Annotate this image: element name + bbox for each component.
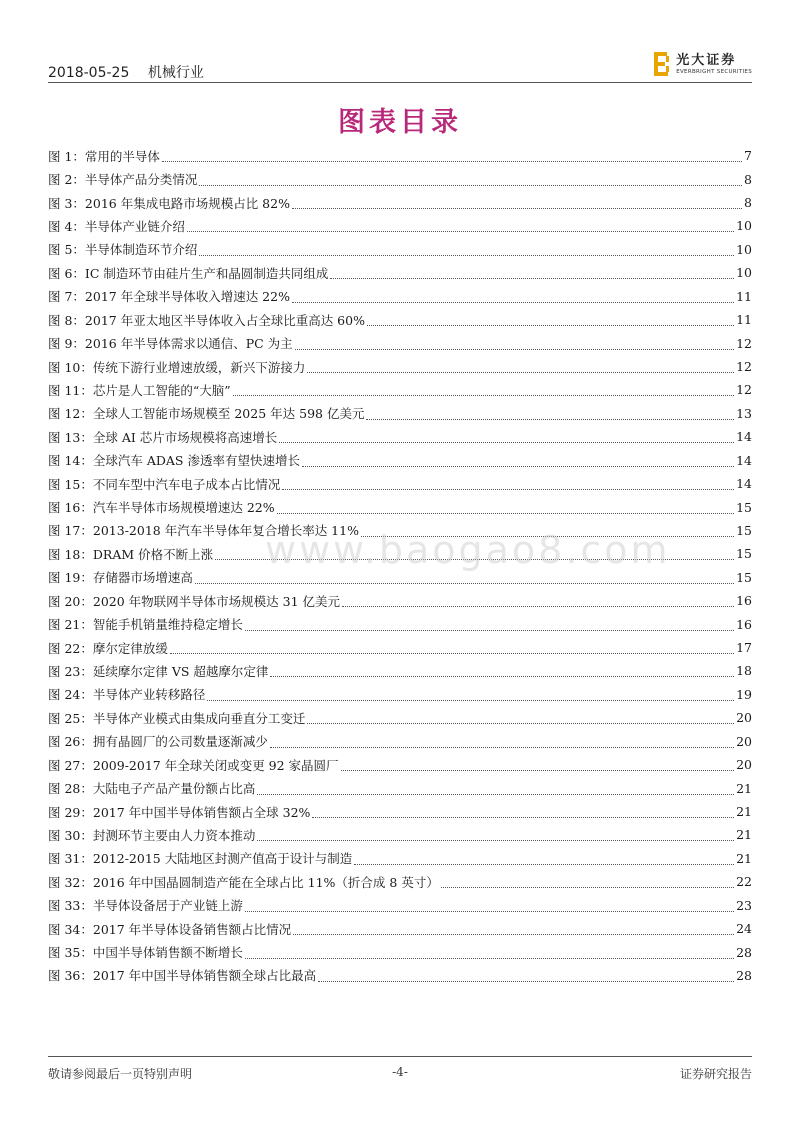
toc-leader-dots (312, 807, 734, 818)
toc-entry[interactable] (48, 940, 752, 963)
toc-leader-dots (367, 315, 734, 326)
toc-entry-page: 14 (736, 452, 752, 468)
toc-entry-label: 图 18：DRAM 价格不断上涨 (48, 546, 214, 562)
toc-leader-dots (257, 784, 734, 795)
toc-leader-dots (341, 760, 735, 771)
toc-entry-label: 图 12：全球人工智能市场规模至 2025 年达 598 亿美元 (48, 406, 365, 422)
toc-entry-page: 14 (736, 476, 752, 492)
toc-leader-dots (257, 830, 734, 841)
everbright-logo-icon (654, 52, 670, 76)
toc-entry[interactable] (48, 542, 752, 565)
toc-leader-dots (307, 713, 734, 724)
toc-entry-page: 28 (736, 944, 752, 960)
toc-entry[interactable] (48, 308, 752, 331)
toc-leader-dots (366, 409, 734, 420)
toc-leader-dots (245, 948, 734, 959)
toc-entry-label: 图 24：半导体产业转移路径 (48, 687, 206, 703)
toc-entry-page: 13 (736, 405, 752, 421)
toc-leader-dots (270, 737, 734, 748)
toc-entry-page: 12 (736, 382, 752, 398)
toc-entry-page: 28 (736, 967, 752, 983)
toc-entry[interactable] (48, 144, 752, 167)
toc-entry-label: 图 8：2017 年亚太地区半导体收入占全球比重高达 60% (48, 312, 365, 328)
toc-leader-dots (292, 292, 734, 303)
toc-entry[interactable] (48, 448, 752, 471)
toc-entry-label: 图 7：2017 年全球半导体收入增速达 22% (48, 289, 290, 305)
toc-entry-page: 15 (736, 569, 752, 585)
toc-entry[interactable] (48, 730, 752, 753)
industry-label: 机械行业 (147, 65, 204, 81)
toc-entry-page: 22 (736, 874, 752, 890)
toc-leader-dots (441, 877, 734, 888)
toc-entry-label: 图 28：大陆电子产品产量份额占比高 (48, 781, 256, 797)
toc-leader-dots (170, 643, 734, 654)
toc-entry-page: 19 (736, 686, 752, 702)
toc-entry-label: 图 21：智能手机销量维持稳定增长 (48, 617, 243, 633)
toc-entry-label: 图 31：2012-2015 大陆地区封测产值高于设计与制造 (48, 851, 353, 867)
toc-entry[interactable] (48, 566, 752, 589)
toc-entry-label: 图 20：2020 年物联网半导体市场规模达 31 亿美元 (48, 593, 341, 609)
toc-entry-label: 图 22：摩尔定律放缓 (48, 640, 168, 656)
toc-leader-dots (199, 245, 734, 256)
toc-entry-label: 图 3：2016 年集成电路市场规模占比 82% (48, 195, 290, 211)
toc-leader-dots (307, 362, 734, 373)
page-title: 图表目录 (338, 107, 462, 138)
toc-entry-page: 8 (744, 171, 752, 187)
toc-leader-dots (282, 479, 734, 490)
figure-list (48, 144, 752, 987)
toc-entry-page: 24 (736, 921, 752, 937)
toc-entry-label: 图 26：拥有晶圆厂的公司数量逐渐减少 (48, 734, 268, 750)
toc-entry[interactable] (48, 683, 752, 706)
toc-entry-page: 10 (736, 265, 752, 281)
page-number: -4- (392, 1065, 408, 1079)
toc-entry-label: 图 15：不同车型中汽车电子成本占比情况 (48, 476, 281, 492)
toc-entry-page: 12 (736, 335, 752, 351)
toc-leader-dots (277, 503, 734, 514)
toc-entry-page: 17 (736, 640, 752, 656)
page-header (48, 48, 752, 83)
watermark: www.baogao8.com (265, 528, 671, 572)
toc-entry-label: 图 32：2016 年中国晶圆制造产能在全球占比 11%（折合成 8 英寸） (48, 874, 439, 890)
toc-leader-dots (195, 573, 734, 584)
toc-entry[interactable] (48, 612, 752, 635)
toc-entry-label: 图 6：IC 制造环节由硅片生产和晶圆制造共同组成 (48, 265, 329, 281)
toc-entry-label: 图 34：2017 年半导体设备销售额占比情况 (48, 921, 292, 937)
page-footer (48, 1056, 752, 1083)
toc-entry[interactable] (48, 402, 752, 425)
toc-leader-dots (295, 339, 734, 350)
toc-entry-label: 图 36：2017 年中国半导体销售额全球占比最高 (48, 968, 317, 984)
toc-leader-dots (318, 971, 734, 982)
toc-leader-dots (162, 151, 742, 162)
logo-name-en: EVERBRIGHT SECURITIES (676, 68, 752, 75)
toc-leader-dots (245, 901, 734, 912)
toc-entry[interactable] (48, 331, 752, 354)
toc-entry-page: 10 (736, 241, 752, 257)
toc-entry[interactable] (48, 378, 752, 401)
toc-entry-label: 图 19：存储器市场增速高 (48, 570, 193, 586)
toc-entry-page: 23 (736, 897, 752, 913)
toc-leader-dots (270, 666, 734, 677)
toc-entry-page: 11 (736, 288, 752, 304)
toc-entry-label: 图 14：全球汽车 ADAS 渗透率有望快速增长 (48, 453, 300, 469)
toc-leader-dots (187, 221, 734, 232)
toc-entry[interactable] (48, 167, 752, 190)
toc-entry-label: 图 13：全球 AI 芯片市场规模将高速增长 (48, 429, 278, 445)
toc-entry[interactable] (48, 823, 752, 846)
toc-leader-dots (215, 549, 734, 560)
toc-entry-label: 图 30：封测环节主要由人力资本推动 (48, 827, 256, 843)
toc-entry[interactable] (48, 495, 752, 518)
toc-entry-label: 图 10：传统下游行业增速放缓，新兴下游接力 (48, 359, 306, 375)
toc-entry-page: 16 (736, 616, 752, 632)
toc-entry-page: 15 (736, 546, 752, 562)
toc-leader-dots (279, 432, 734, 443)
toc-entry[interactable] (48, 870, 752, 893)
toc-entry-page: 14 (736, 429, 752, 445)
toc-entry[interactable] (48, 238, 752, 261)
toc-entry-label: 图 9：2016 年半导体需求以通信、PC 为主 (48, 336, 293, 352)
toc-entry[interactable] (48, 776, 752, 799)
toc-entry[interactable] (48, 894, 752, 917)
toc-entry[interactable] (48, 636, 752, 659)
toc-entry-page: 21 (736, 850, 752, 866)
toc-leader-dots (207, 690, 734, 701)
everbright-logo (654, 50, 752, 78)
toc-entry-label: 图 23：延续摩尔定律 VS 超越摩尔定律 (48, 663, 269, 679)
report-date: 2018-05-25 (48, 65, 130, 81)
disclaimer-note: 敬请参阅最后一页特别声明 (48, 1067, 193, 1081)
toc-entry-page: 10 (736, 218, 752, 234)
toc-entry-page: 15 (736, 522, 752, 538)
toc-entry-label: 图 16：汽车半导体市场规模增速达 22% (48, 500, 275, 516)
toc-leader-dots (292, 198, 742, 209)
toc-leader-dots (233, 385, 734, 396)
toc-entry[interactable] (48, 917, 752, 940)
toc-entry-label: 图 25：半导体产业模式由集成向垂直分工变迁 (48, 710, 306, 726)
toc-entry[interactable] (48, 355, 752, 378)
toc-entry-label: 图 27：2009-2017 年全球关闭或变更 92 家晶圆厂 (48, 757, 339, 773)
toc-entry[interactable] (48, 800, 752, 823)
toc-entry-page: 21 (736, 827, 752, 843)
toc-leader-dots (361, 526, 734, 537)
toc-entry[interactable] (48, 589, 752, 612)
toc-entry-page: 7 (744, 148, 752, 164)
toc-leader-dots (330, 268, 734, 279)
toc-entry-page: 16 (736, 593, 752, 609)
toc-entry-label: 图 17：2013-2018 年汽车半导体年复合增长率达 11% (48, 523, 359, 539)
toc-leader-dots (302, 456, 734, 467)
toc-entry-page: 8 (744, 195, 752, 211)
toc-entry-page: 20 (736, 710, 752, 726)
toc-entry[interactable] (48, 472, 752, 495)
toc-entry-label: 图 35：中国半导体销售额不断增长 (48, 945, 243, 961)
toc-entry[interactable] (48, 261, 752, 284)
toc-entry-page: 15 (736, 499, 752, 515)
toc-leader-dots (354, 854, 734, 865)
toc-leader-dots (293, 924, 734, 935)
toc-entry-label: 图 1：常用的半导体 (48, 148, 160, 164)
toc-entry[interactable] (48, 847, 752, 870)
toc-leader-dots (342, 596, 734, 607)
toc-entry-page: 21 (736, 780, 752, 796)
toc-entry-label: 图 11：芯片是人工智能的“大脑” (48, 382, 231, 398)
toc-entry[interactable] (48, 285, 752, 308)
toc-entry[interactable] (48, 964, 752, 987)
toc-entry-page: 18 (736, 663, 752, 679)
logo-name-cn: 光大证券 (676, 52, 737, 68)
toc-entry[interactable] (48, 659, 752, 682)
toc-entry[interactable] (48, 519, 752, 542)
toc-leader-dots (199, 175, 742, 186)
toc-entry-page: 11 (736, 312, 752, 328)
toc-entry-page: 20 (736, 757, 752, 773)
header-info (48, 62, 218, 82)
toc-entry[interactable] (48, 191, 752, 214)
toc-entry-label: 图 33：半导体设备居于产业链上游 (48, 898, 243, 914)
toc-entry-label: 图 29：2017 年中国半导体销售额占全球 32% (48, 804, 311, 820)
toc-entry[interactable] (48, 706, 752, 729)
toc-entry-page: 12 (736, 359, 752, 374)
toc-entry-label: 图 5：半导体制造环节介绍 (48, 242, 198, 258)
toc-entry[interactable] (48, 214, 752, 237)
toc-leader-dots (245, 620, 734, 631)
toc-entry-page: 20 (736, 733, 752, 749)
toc-entry-page: 21 (736, 804, 752, 820)
toc-entry-label: 图 2：半导体产品分类情况 (48, 172, 198, 188)
toc-entry-label: 图 4：半导体产业链介绍 (48, 218, 185, 234)
toc-entry[interactable] (48, 425, 752, 448)
report-type: 证券研究报告 (679, 1067, 752, 1081)
toc-entry[interactable] (48, 753, 752, 776)
